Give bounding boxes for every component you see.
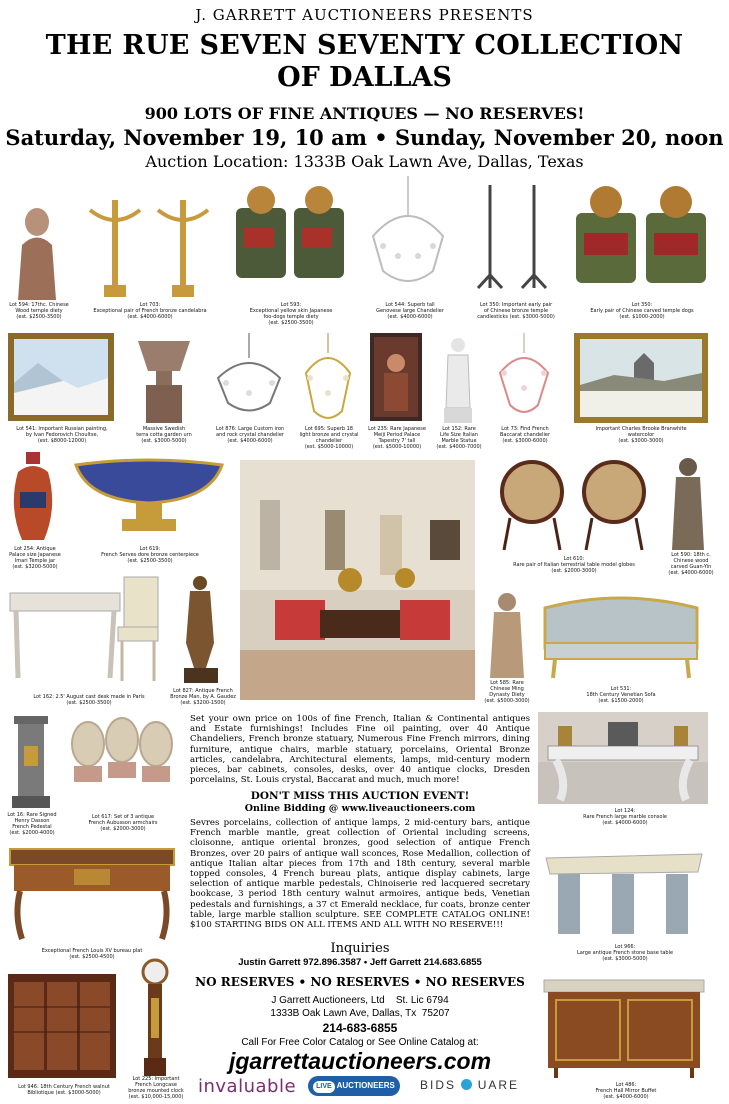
bidsquare-word-b: UARE (477, 1078, 520, 1092)
lot-caption: Lot 966: Large antique French stone base table (est. $3000-5000) (576, 944, 674, 962)
lot-caption: Lot 695: Superb 18 light bronze and crystal chandelier (est. $5000-10000) (299, 426, 359, 450)
lots-subtitle: 900 LOTS OF FINE ANTIQUES — NO RESERVES! (144, 104, 585, 123)
bidsquare-logo[interactable] (420, 1078, 519, 1092)
lot-photo-bronze-candlesticks (468, 180, 558, 298)
lot-photo-watercolor (574, 333, 708, 423)
lot-caption: Lot 610: Rare pair of Italian terrestrial table model globes (est. $2000-3000) (513, 556, 635, 574)
lot-caption: Lot 350: Important early pair of Chinese bronze temple candlesticks (est. $3000-5000) (477, 302, 555, 320)
auction-dates: Saturday, November 19, 10 am • Sunday, November 20, noon (5, 125, 724, 150)
inquiries-heading: Inquiries (330, 941, 390, 956)
lot-photo-bibliotique (6, 972, 118, 1080)
lot-photo-desk-and-chair (6, 573, 161, 685)
lot-caption: Lot 946: 18th Century French walnut Bibliotique (est. $3000-5000) (18, 1084, 110, 1096)
lot-caption: Lot 162: 2.5' August cast desk made in Paris (est. $2500-3500) (33, 694, 145, 706)
lot-caption: Lot 225: Important French Longcase bronze mounted clock (est. $10,000-15,000) (128, 1076, 184, 1100)
lot-photo-ming-deity (488, 590, 526, 678)
lot-caption: Lot 16: Rare Signed Henry Dasson French Pedestal (est. $2000-4000) (7, 812, 57, 836)
lot-caption: Lot 876: Large Custom iron and rock crystal chandelier (est. $4000-6000) (215, 426, 285, 444)
lot-caption: Lot 235: Rare Japanese Meiji Period Palace Tapestry 7' tall (est. $5000-10000) (368, 426, 426, 450)
lot-photo-aubusson-armchairs (66, 716, 178, 811)
lot-caption: Lot 541: Important Russian painting, by Ivan Fedorovich Choultse, (est. $8000-12000) (16, 426, 108, 444)
lot-photo-iron-chandelier (212, 333, 286, 421)
lot-photo-guan-yin (668, 455, 708, 550)
lot-caption: Important Charles Brooke Branwhite watercolor (est. $3000-3000) (595, 426, 687, 444)
company-address: 1333B Oak Lawn Ave, Dallas, Tx 75207 (270, 1008, 450, 1019)
lot-photo-stone-table (540, 850, 708, 942)
invaluable-logo[interactable]: invaluable (198, 1076, 297, 1097)
lot-photo-bureau-plat (6, 845, 178, 943)
lot-photo-candelabra (82, 180, 217, 300)
lot-photo-japanese-tapestry (370, 333, 422, 421)
lot-photo-hall-buffet (540, 978, 708, 1080)
lot-photo-genovese-chandelier (363, 176, 453, 296)
presenter-line: J. GARRETT AUCTIONEERS PRESENTS (195, 6, 534, 24)
lot-caption: Lot 585: Rare Chinese Ming Dynasty Diety (est. $5000-3000) (484, 680, 530, 704)
lot-caption: Lot 617: Set of 3 antique French Aubusson armchairs (est. $2000-3000) (88, 814, 158, 832)
lot-caption: Lot 350: Early pair of Chinese carved temple dogs (est. $1000-2000) (590, 302, 694, 320)
lot-photo-marble-statue (440, 333, 476, 423)
lot-caption: Lot 619: French Serves dore bronze centerpiece (est. $2500-3500) (101, 546, 199, 564)
lot-caption: Lot 73: Find French Baccarat chandelier (est. $3000-6000) (499, 426, 551, 444)
lot-caption: Lot 544: Superb tall Genovese large Chandelier (est. $4000-6000) (376, 302, 444, 320)
lot-caption: Lot 152: Rare Life Size Italian Marble Statue (est. $4000-7000) (436, 426, 482, 450)
bidsquare-q-icon (461, 1079, 472, 1090)
lot-caption: Lot 703: Exceptional pair of French bronze candelabra (est. $4000-6000) (93, 302, 207, 320)
online-bidding-link[interactable]: Online Bidding @ www.liveauctioneers.com (244, 803, 476, 814)
lot-photo-russian-painting (8, 333, 114, 421)
lot-caption: Lot 594: 17thc. Chinese Wood temple diety (est. $2500-3500) (9, 302, 69, 320)
lot-photo-foo-dogs (232, 178, 350, 286)
lot-photo-showroom (240, 460, 475, 700)
bidsquare-word-a: BIDS (420, 1078, 457, 1092)
lot-photo-temple-dogs (572, 178, 712, 296)
lot-caption: Massive Swedish terra cotta garden urn (est. $3000-5000) (136, 426, 192, 444)
lot-caption: Exceptional French Louis XV bureau plat (est. $2500-4500) (41, 948, 143, 960)
auction-location: Auction Location: 1333B Oak Lawn Ave, Dallas, Texas (145, 152, 584, 171)
lot-caption: Lot 124: Rare French large marble console (est. $4000-6000) (583, 808, 667, 826)
lot-caption: Lot 827: Antique French Bronze Man, by A. Gaudez (est. $3200-1500) (170, 688, 236, 706)
lot-caption: Lot 590: 18th c. Chinese wood carved Guan-Yin (est. $4000-6000) (668, 552, 714, 576)
auctioneers-word: AUCTIONEERS (336, 1081, 395, 1090)
lot-caption: Lot 593: Exceptional yellow skin Japanese foo-dogs temple diety (est. $2500-3500) (249, 302, 333, 326)
live-badge: LIVE (313, 1081, 335, 1093)
lot-photo-imari-jar (10, 452, 56, 544)
lot-photo-crystal-chandelier (300, 333, 356, 428)
lot-photo-baccarat-chandelier (494, 333, 554, 423)
page-title-line2: OF DALLAS (277, 62, 452, 93)
lot-photo-bronze-man (178, 573, 223, 685)
dont-miss-heading: DON'T MISS THIS AUCTION EVENT! (250, 790, 470, 802)
lot-caption: Lot 486: French Hall Mirror Buffet (est. $4000-6000) (595, 1082, 657, 1100)
description-intro: Set your own price on 100s of fine French, Italian & Continental antiques and Estate furnishings! Includes Fine oil painting, over 40 Antique Chandeliers, French bronze statuary, Numerous Fine French mirrors, dining furniture, antique chairs, marble statuary, porcelains, Oriental Bronze articles, candelabra, Architectural elements, lamps, mid-century modern pieces, bar cabinets, consoles, desks, over 40 antique clocks, Dresden porcelains, St. Louis crystal, Baccarat and much, much more! (190, 714, 530, 786)
description-details: Sevres porcelains, collection of antique lamps, 2 mid-century bars, antique French marble mantle, great collection of Oriental including screens, cloisonne, antique oriental bronzes, good selection of antique French Bronzes, over 20 pairs of antique wall sconces, Rose Medallion, collection of antique Italian altar pieces from 17th and 18th century, several marble topped consoles, 4 French bureau plats, antique display cabinets, large selection of antique marble pedestals, Chinoiserie red lacquered secretary bookcase, 3 period 18th century walnut armoires, antique beds, Venetian pedestals and furnishings, a 37 ct Emerald necklace, fur coats, bronze center table, large marble stallion sculpture. SEE COMPLETE CATALOG ONLINE! $100 STARTING BIDS ON ALL ITEMS AND ALL WITH NO RESERVE!!! (190, 818, 530, 931)
no-reserves-banner: NO RESERVES • NO RESERVES • NO RESERVES (195, 975, 525, 989)
liveauctioneers-logo[interactable] (308, 1076, 400, 1096)
lot-photo-sevres-centerpiece (70, 455, 228, 540)
page-title-line1: THE RUE SEVEN SEVENTY COLLECTION (45, 30, 684, 61)
lot-caption: Lot 254: Antique Palace size Japanese Imari Temple jar (est. $3200-5000) (9, 546, 61, 570)
lot-photo-globes (490, 458, 658, 553)
lot-photo-dasson-pedestal (10, 716, 52, 808)
company-license: J Garrett Auctioneers, Ltd St. Lic 6794 (271, 995, 449, 1006)
inquiries-phones: Justin Garrett 972.896.3587 • Jeff Garrett 214.683.6855 (238, 957, 482, 968)
lot-photo-venetian-sofa (535, 588, 707, 680)
lot-photo-marble-console (538, 712, 708, 804)
company-phone: 214-683-6855 (322, 1021, 398, 1035)
lot-photo-garden-urn (132, 333, 196, 423)
lot-photo-longcase-clock (140, 958, 170, 1076)
lot-photo-chinese-deity (8, 200, 66, 300)
lot-caption: Lot 531: 18th Century Venetian Sofa (est. $1500-2000) (586, 686, 656, 704)
catalog-call: Call For Free Color Catalog or See Online Catalog at: (241, 1037, 479, 1048)
website-link[interactable]: jgarrettauctioneers.com (228, 1048, 492, 1074)
